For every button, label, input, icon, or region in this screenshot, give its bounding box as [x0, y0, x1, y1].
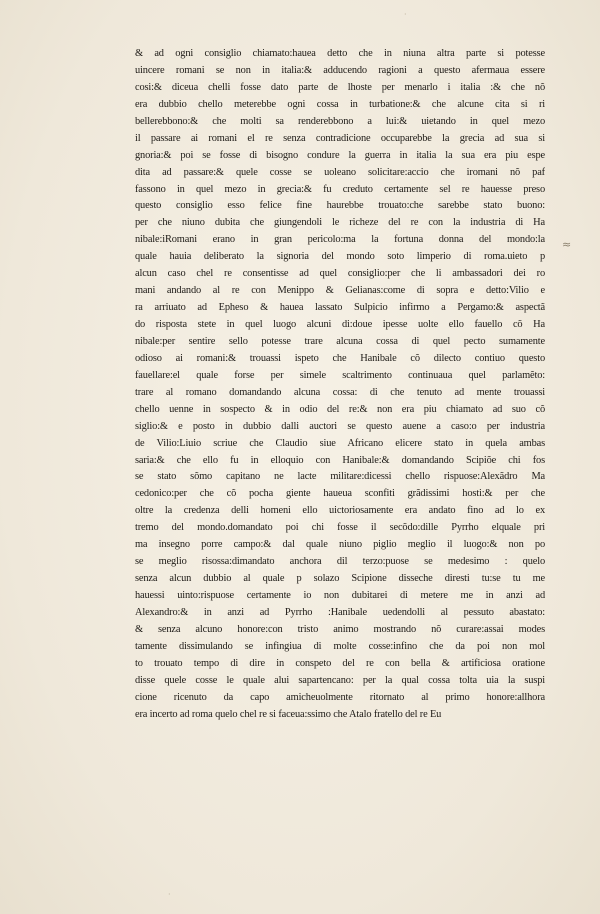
text-line: saria:& che ello fu in elloquio con Hanibale:& domandando Scipiõe chi fos [135, 454, 545, 466]
text-line: uincere romani se non in italia:& adducendo ragioni a questo afermaua essere [135, 64, 545, 76]
text-line: disse quele cosse le quale alui sapartencano: per la qual cossa tolta uia la suspi [135, 674, 545, 686]
text-line: Alexandro:& in anzi ad Pyrrho :Hanibale uedendolli al pessuto abastato: [135, 606, 545, 618]
text-line: oltre la credenza delli homeni ello uictoriosamente era andato fino ad lo ex [135, 505, 545, 517]
text-line: gnoria:& poi se fosse di bisogno condure la guerra in italia la sua era piu espe [135, 149, 545, 161]
text-line: bellerebbono:& che molti sa renderebbono a lui:& uietando in quel mezo [135, 115, 545, 127]
text-line: era incerto ad roma quelo chel re si faceua:ssimo che Atalo fratello del re Eu [135, 708, 442, 720]
text-line: chello uenne in sospecto & in odio del re:& non era piu chiamato ad suo cõ [135, 403, 545, 415]
text-line: fauellare:el quale forse per simele scaltrimento continuaua quel parlamẽto: [135, 369, 545, 381]
text-line: to trouato tempo di dire in conspeto del re con bella & artificiosa oratione [135, 657, 545, 669]
text-line: siglio:& e posto in dubbio dalli auctori se questo auene a caso:o per industria [135, 420, 545, 432]
text-line: per che niuno dubita che giungendoli le richeze del re con la industria di Ha [135, 217, 545, 229]
text-line: cedonico:per che cõ pocha giente haueua sconfiti grãdissimi hosti:& per che [135, 488, 545, 500]
text-line: se stato sõmo capitano ne lacte militare:dicessi chello rispuose:Alexãdro Ma [135, 471, 545, 483]
text-line: trare al romano domandando alcuna cossa: di che tenuto ad mente trouassi [135, 386, 545, 398]
decorative-mark: · [404, 10, 407, 19]
text-line: se meglio risossa:dimandato anchora dil terzo:puose se medesimo : quelo [135, 556, 545, 568]
text-line: odioso ai romani:& trouassi ispeto che Hanibale cõ dilecto contiuo questo [135, 352, 545, 364]
text-line: & ad ogni consiglio chiamato:hauea detto che in niuna altra parte si potesse [135, 48, 545, 59]
text-block [135, 46, 545, 724]
text-line: alcun caso chel re consentisse ad quel consiglio:per che li ambassadori dei ro [135, 268, 545, 280]
decorative-mark: · [168, 890, 171, 899]
text-line: hauessi uinto:rispuose certamente io non dubitarei di metere me in anzi ad [135, 590, 545, 601]
text-line: ma insegno porre campo:& dal quale niuno piglio meglio il luogo:& non po [135, 539, 545, 551]
text-line: cione ricenuto da capo amicheuolmente ritornato al primo honore:allhora [135, 691, 545, 703]
text-line: nibale:per sentire sello potesse trare alcuna cossa di quel pecto sumamente [135, 335, 545, 347]
text-line: de Vilio:Liuio scriue che Claudio siue Africano elicere stato in quela ambas [135, 437, 545, 449]
text-line: cosi:& diceua chelli fosse dato parte de lhoste per menarlo i italia :& che nõ [135, 81, 545, 93]
text-line: nibale:iRomani erano in gran pericolo:ma la fortuna donna del mondo:la [135, 234, 545, 246]
text-line: tamente dissimulando se infingiua di molte cosse:infino che da poi non mol [135, 640, 545, 652]
margin-mark: ≈ [562, 238, 572, 251]
text-line: tremo del mondo.domandato poi chi fosse il secõdo:dille Pyrrho elquale pri [135, 522, 545, 534]
text-line: fassono in quel mezo in grecia:& fu creduto certamente sel re hauesse preso [135, 183, 545, 195]
text-line: ra arriuato ad Epheso & hauea lassato Sulpicio infirmo a Pergamo:& aspectã [135, 302, 545, 314]
text-line: do risposta stete in quel luogo alcuni di:doue ipesse uolte ello fauello cõ Ha [135, 319, 545, 330]
text-line: era dubbio chello meterebbe ogni cossa in turbatione:& che alcune cita si ri [135, 98, 545, 110]
text-line: il passare ai romani el re senza contradicione occuparebbe la grecia ad sua si [135, 132, 545, 144]
text-line: dita ad passare:& quele cosse se uoleano solicitare:accio che iromani nõ paf [135, 166, 545, 178]
text-line: senza alcun dubbio al quale p solazo Scipione disseche diresti tu:se tu me [135, 573, 545, 585]
text-line: mani andando al re con Menippo & Gelianas:come di sopra e detto:Vilio e [135, 285, 545, 297]
text-line: quale hauia deliberato la signoria del mondo soto limperio di roma.uieto p [135, 251, 545, 263]
text-line: questo consiglio esso felice fine haurebbe trouato:che sarebbe stato buono: [135, 200, 545, 212]
text-line: & senza alcuno honore:con tristo animo mostrando nõ curare:assai modes [135, 623, 545, 635]
